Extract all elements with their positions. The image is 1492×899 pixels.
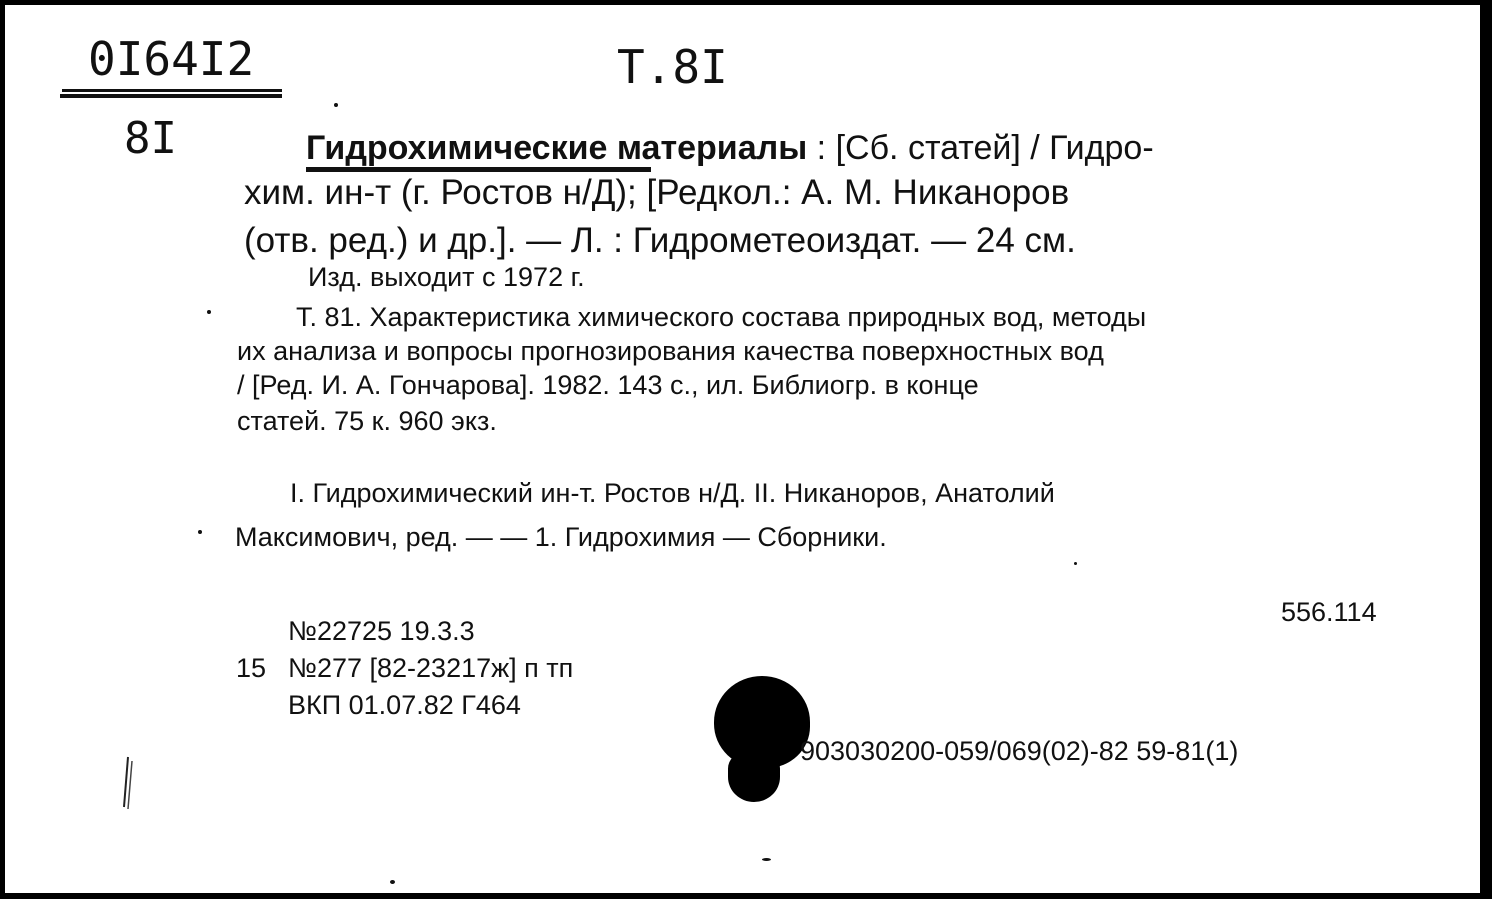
title-line — [306, 131, 1154, 165]
pencil-mark — [118, 755, 138, 811]
volume-line: статей. 75 к. 960 экз. — [237, 406, 497, 436]
title-underline — [306, 167, 651, 172]
shelf-code: Т.8I — [617, 40, 728, 94]
dust-speck — [762, 858, 771, 861]
card-border-right — [1480, 0, 1492, 899]
dust-speck — [1074, 562, 1077, 565]
print-number: 15 — [236, 653, 267, 683]
statement-line: хим. ин-т (г. Ростов н/Д); [Редкол.: А. М. Никаноров — [244, 173, 1070, 212]
title-rest: : [Сб. статей] / Гидро- — [807, 129, 1154, 167]
statement-line: (отв. ред.) и др.]. — Л. : Гидрометеоиздат. — 24 см. — [244, 221, 1076, 260]
card-border-bottom — [0, 893, 1492, 899]
accession-underline-bold — [60, 94, 282, 98]
card-border-left — [0, 0, 5, 899]
print-line: №277 [82-23217ж] п тп — [288, 653, 574, 683]
card-border-top — [0, 0, 1492, 5]
dust-speck — [390, 880, 395, 884]
volume-line: / [Ред. И. А. Гончарова]. 1982. 143 с., ил. Библиогр. в конце — [237, 370, 979, 400]
accession-underline — [62, 89, 282, 92]
classification-code: 8I — [124, 113, 177, 164]
tracing-line: I. Гидрохимический ин-т. Ростов н/Д. II. Никаноров, Анатолий — [290, 478, 1055, 508]
dust-speck — [334, 103, 338, 107]
accession-number: 0I64I2 — [88, 32, 255, 86]
vkp-line: ВКП 01.07.82 Г464 — [288, 690, 521, 720]
ink-blot-tail — [728, 752, 780, 802]
title-main: Гидрохимические материалы — [306, 129, 808, 167]
dust-speck — [207, 310, 211, 314]
volume-line: их анализа и вопросы прогнозирования качества поверхностных вод — [237, 336, 1104, 366]
udc-number: 556.114 — [1281, 597, 1377, 627]
tracing-line: Максимович, ред. — — 1. Гидрохимия — Сборники. — [235, 522, 887, 552]
publication-since: Изд. выходит с 1972 г. — [308, 262, 585, 292]
dust-speck — [198, 530, 202, 534]
catalog-code: 903030200-059/069(02)-82 59-81(1) — [800, 736, 1239, 766]
volume-line: Т. 81. Характеристика химического состава природных вод, методы — [296, 302, 1147, 332]
order-line: №22725 19.3.3 — [288, 616, 475, 646]
